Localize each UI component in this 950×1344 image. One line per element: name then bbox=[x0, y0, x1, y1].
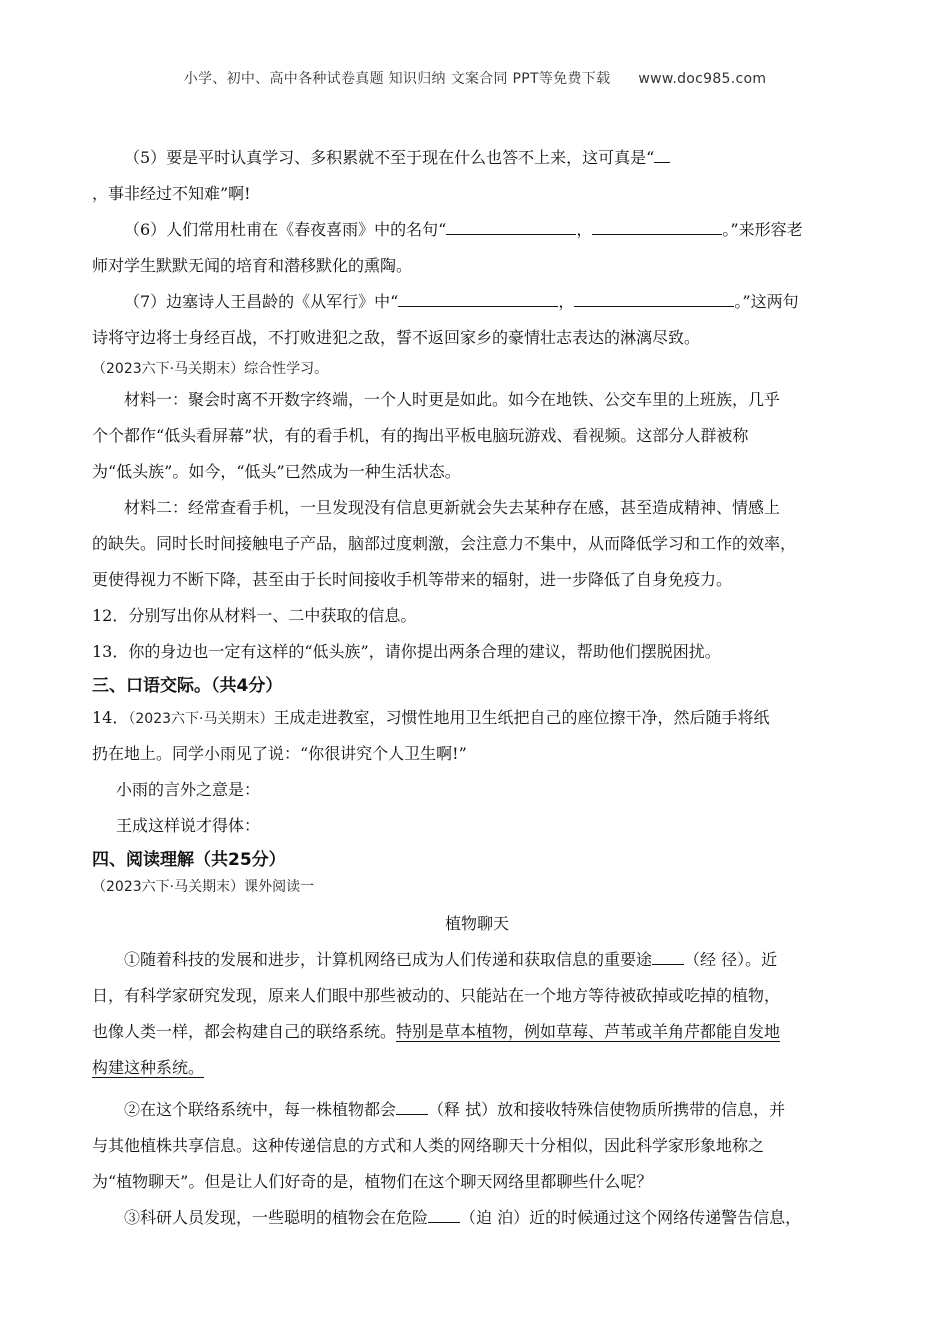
question-6 bbox=[92, 212, 862, 248]
r2-text-b: （释 拭）放和接收特殊信使物质所携带的信息，并 bbox=[428, 1100, 786, 1119]
reading-para-3 bbox=[92, 1200, 862, 1236]
section-3-heading: 三、口语交际。（共4分） bbox=[92, 676, 283, 696]
r1-underlined-end: 构建这种系统。 bbox=[92, 1058, 205, 1077]
q14-prompt-1[interactable]: 小雨的言外之意是： bbox=[116, 780, 261, 799]
q6-blank-2[interactable] bbox=[592, 214, 722, 235]
q7-text-a: （7）边塞诗人王昌龄的《从军行》中“ bbox=[124, 292, 399, 311]
r1-line4 bbox=[92, 1050, 862, 1086]
q14-text: 王成走进教室，习惯性地用卫生纸把自己的座位擦干净，然后随手将纸 bbox=[273, 708, 770, 727]
r2-text-a: ②在这个联络系统中，每一株植物都会 bbox=[124, 1100, 397, 1119]
r1-line3 bbox=[92, 1014, 862, 1050]
r1-line2: 日，有科学家研究发现，原来人们眼中那些被动的、只能站在一个地方等待被砍掉或吃掉的植物， bbox=[92, 986, 781, 1005]
q14-line2: 扔在地上。同学小雨见了说：“你很讲究个人卫生啊!” bbox=[92, 744, 467, 763]
q6-line2: 师对学生默默无闻的培育和潜移默化的熏陶。 bbox=[92, 256, 413, 275]
material-1-line3: 为“低头族”。如今，“低头”已然成为一种生活状态。 bbox=[92, 462, 461, 481]
material-1-line1: 材料一：聚会时离不开数字终端，一个人时更是如此。如今在地铁、公交车里的上班族，几乎 bbox=[124, 390, 781, 409]
exam-page bbox=[92, 140, 862, 1236]
source-note-2: （2023六下·马关期末）课外阅读一 bbox=[92, 879, 315, 895]
r3-blank[interactable] bbox=[428, 1202, 460, 1223]
q6-text-b: ， bbox=[576, 220, 593, 239]
section-4-heading: 四、阅读理解（共25分） bbox=[92, 850, 286, 870]
r1-underlined-sentence: 特别是草本植物，例如草莓、芦苇或羊角芹都能自发地 bbox=[396, 1022, 781, 1041]
header-site: www.doc985.com bbox=[638, 71, 767, 87]
reading-para-2 bbox=[92, 1092, 862, 1128]
r1-blank[interactable] bbox=[652, 944, 684, 965]
question-14 bbox=[92, 700, 862, 736]
q7-blank-1[interactable] bbox=[398, 286, 558, 307]
question-7 bbox=[92, 284, 862, 320]
q14-prompt-2[interactable]: 王成这样说才得体： bbox=[116, 816, 261, 835]
q5-text: （5）要是平时认真学习、多积累就不至于现在什么也答不上来，这可真是“ bbox=[124, 148, 655, 167]
r1-line3-text: 也像人类一样，都会构建自己的联络系统。 bbox=[92, 1022, 397, 1041]
r1-text-a: ①随着科技的发展和进步，计算机网络已成为人们传递和获取信息的重要途 bbox=[124, 950, 653, 969]
material-2-line3: 更使得视力不断下降，甚至由于长时间接收手机等带来的辐射，进一步降低了自身免疫力。 bbox=[92, 570, 733, 589]
question-13: 13．你的身边也一定有这样的“低头族”，请你提出两条合理的建议，帮助他们摆脱困扰。 bbox=[92, 642, 721, 661]
reading-title: 植物聊天 bbox=[444, 914, 509, 933]
q6-blank-1[interactable] bbox=[446, 214, 576, 235]
r2-line2: 与其他植株共享信息。这种传递信息的方式和人类的网络聊天十分相似，因此科学家形象地称之 bbox=[92, 1136, 765, 1155]
header-text: 小学、初中、高中各种试卷真题 知识归纳 文案合同 PPT等免费下载 bbox=[183, 71, 611, 87]
q7-text-c: 。”这两句 bbox=[734, 292, 799, 311]
reading-para-1 bbox=[92, 942, 862, 978]
material-2-line1: 材料二：经常查看手机，一旦发现没有信息更新就会失去某种存在感，甚至造成精神、情感上 bbox=[124, 498, 781, 517]
r1-text-b: （经 径）。近 bbox=[684, 950, 778, 969]
r3-text-b: （迫 泊）近的时候通过这个网络传递警告信息， bbox=[460, 1208, 802, 1227]
q5-line2: ，事非经过不知难”啊! bbox=[92, 184, 251, 203]
r2-line3: 为“植物聊天”。但是让人们好奇的是，植物们在这个聊天网络里都聊些什么呢？ bbox=[92, 1172, 653, 1191]
material-2-line2: 的缺失。同时长时间接触电子产品，脑部过度刺激，会注意力不集中，从而降低学习和工作的效率， bbox=[92, 534, 797, 553]
q14-number: 14． bbox=[92, 708, 129, 727]
q6-text-a: （6）人们常用杜甫在《春夜喜雨》中的名句“ bbox=[124, 220, 447, 239]
source-note-1: （2023六下·马关期末）综合性学习。 bbox=[92, 361, 329, 377]
q7-text-b: ， bbox=[558, 292, 575, 311]
material-1-line2: 个个都作“低头看屏幕”状，有的看手机，有的掏出平板电脑玩游戏、看视频。这部分人群被称 bbox=[92, 426, 749, 445]
q14-source: （2023六下·马关期末） bbox=[128, 711, 274, 727]
q7-line2: 诗将守边将士身经百战，不打败进犯之敌，誓不返回家乡的豪情壮志表达的淋漓尽致。 bbox=[92, 328, 701, 347]
q5-blank[interactable] bbox=[654, 142, 670, 163]
q7-blank-2[interactable] bbox=[574, 286, 734, 307]
question-5 bbox=[92, 140, 862, 176]
r3-text-a: ③科研人员发现，一些聪明的植物会在危险 bbox=[124, 1208, 429, 1227]
r2-blank[interactable] bbox=[396, 1094, 428, 1115]
q6-text-c: 。”来形容老 bbox=[722, 220, 803, 239]
question-12: 12．分别写出你从材料一、二中获取的信息。 bbox=[92, 606, 417, 625]
page-header bbox=[0, 68, 950, 88]
